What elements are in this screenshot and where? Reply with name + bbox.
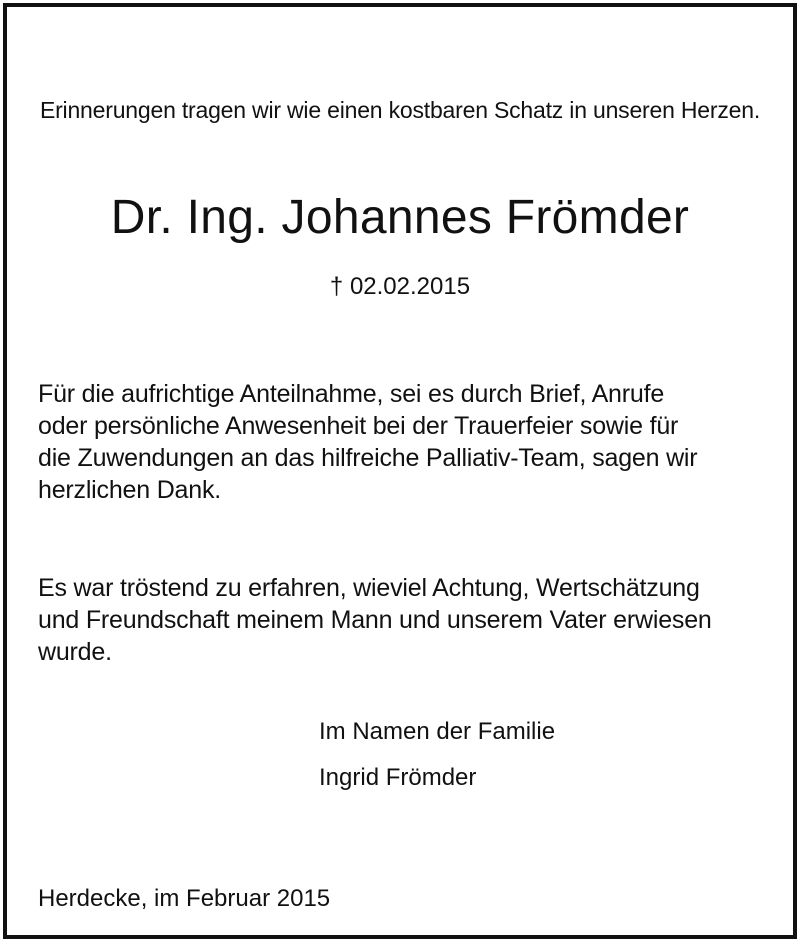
death-date: † 02.02.2015	[329, 273, 471, 300]
obituary-notice	[3, 3, 797, 939]
paragraph-line: herzlichen Dank.	[38, 476, 222, 504]
thanks-paragraph	[38, 378, 778, 506]
comfort-paragraph	[38, 572, 778, 668]
motto-text: Erinnerungen tragen wir wie einen kostbaren Schatz in unseren Herzen.	[39, 97, 761, 123]
paragraph-line: die Zuwendungen an das hilfreiche Palliativ-Team, sagen wir	[38, 444, 698, 472]
paragraph-line: oder persönliche Anwesenheit bei der Trauerfeier sowie für	[38, 412, 679, 440]
signature-name: Ingrid Frömder	[319, 764, 477, 791]
paragraph-line: und Freundschaft meinem Mann und unserem Vater erwiesen	[38, 606, 712, 634]
signature-family-line: Im Namen der Familie	[319, 718, 556, 745]
paragraph-line: Für die aufrichtige Anteilnahme, sei es durch Brief, Anrufe	[38, 380, 665, 408]
paragraph-line: Es war tröstend zu erfahren, wieviel Achtung, Wertschätzung	[38, 574, 700, 602]
paragraph-line: wurde.	[38, 638, 112, 666]
deceased-name: Dr. Ing. Johannes Frömder	[110, 191, 690, 244]
place-and-date: Herdecke, im Februar 2015	[38, 885, 331, 912]
